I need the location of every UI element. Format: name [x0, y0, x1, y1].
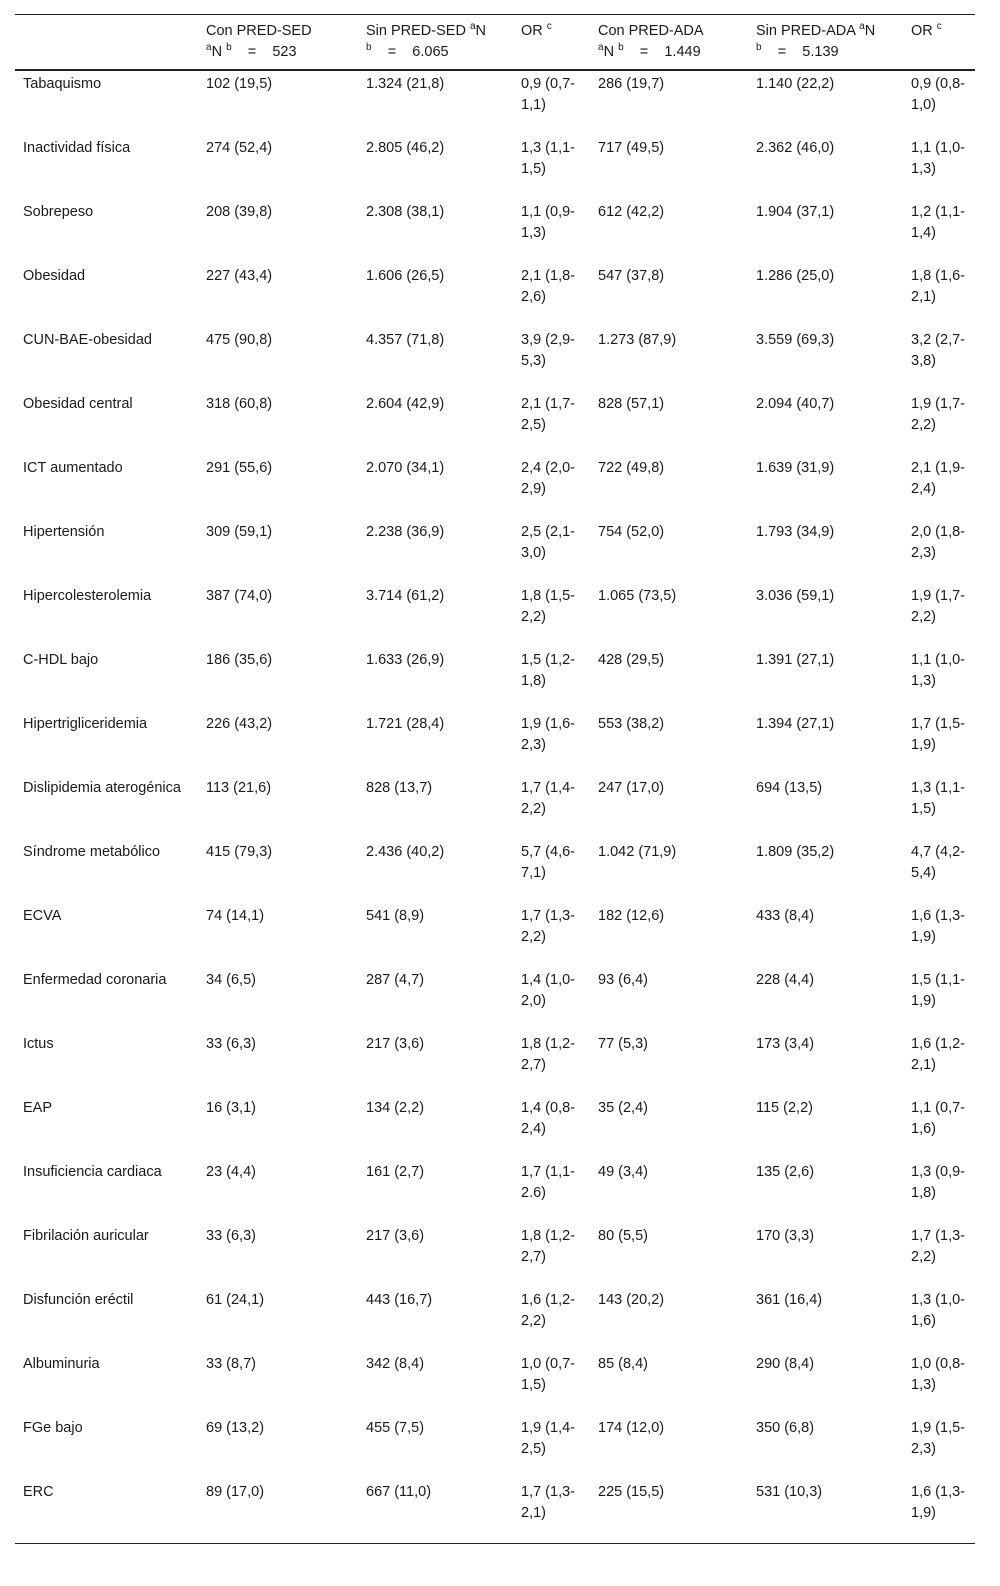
- cell-con-pred-ada: 182 (12,6): [598, 908, 665, 924]
- cell-con-pred-ada: 428 (29,5): [598, 652, 665, 668]
- header-sin-pred-sed: [358, 15, 513, 71]
- cell-sin-pred-sed: 2.604 (42,9): [366, 396, 445, 412]
- cell-con-pred-ada: 80 (5,5): [598, 1228, 648, 1244]
- footnote-a: a: [859, 21, 865, 32]
- table-row: [15, 135, 975, 199]
- n-value: 1.449: [664, 44, 701, 60]
- cell-con-pred-ada: 553 (38,2): [598, 716, 665, 732]
- row-label: ICT aumentado: [23, 460, 123, 476]
- cell-sin-pred-ada: 173 (3,4): [756, 1036, 815, 1052]
- table-row: [15, 903, 975, 967]
- cell-or-sed: 2,1 (1,7-2,5): [521, 396, 575, 433]
- cell-or-ada: 1,5 (1,1-1,9): [911, 972, 965, 1009]
- table-row: [15, 327, 975, 391]
- cell-or-ada: 1,3 (1,1-1,5): [911, 780, 965, 817]
- row-label: Enfermedad coronaria: [23, 972, 167, 988]
- footnote-b: b: [618, 42, 624, 53]
- header-or-ada: [903, 15, 975, 71]
- cell-or-sed: 3,9 (2,9-5,3): [521, 332, 575, 369]
- cell-sin-pred-sed: 1.324 (21,8): [366, 76, 445, 92]
- cell-or-ada: 0,9 (0,8-1,0): [911, 76, 965, 113]
- table-row: [15, 1223, 975, 1287]
- row-label: Síndrome metabólico: [23, 844, 161, 860]
- cell-con-pred-sed: 415 (79,3): [206, 844, 273, 860]
- table-row: [15, 519, 975, 583]
- row-label: ECVA: [23, 908, 62, 924]
- cell-con-pred-ada: 1.065 (73,5): [598, 588, 677, 604]
- cell-or-sed: 2,4 (2,0-2,9): [521, 460, 575, 497]
- cell-or-ada: 3,2 (2,7-3,8): [911, 332, 965, 369]
- header-title: Sin PRED-ADA: [756, 23, 856, 39]
- cell-sin-pred-ada: 1.904 (37,1): [756, 204, 835, 220]
- cell-sin-pred-sed: 2.805 (46,2): [366, 140, 445, 156]
- table-row: [15, 1159, 975, 1223]
- cell-sin-pred-sed: 2.070 (34,1): [366, 460, 445, 476]
- cell-con-pred-sed: 318 (60,8): [206, 396, 273, 412]
- cell-con-pred-sed: 291 (55,6): [206, 460, 273, 476]
- cell-sin-pred-sed: 541 (8,9): [366, 908, 425, 924]
- footnote-b: b: [366, 42, 372, 53]
- cell-con-pred-sed: 475 (90,8): [206, 332, 273, 348]
- cell-or-sed: 1,4 (0,8-2,4): [521, 1100, 575, 1137]
- cell-or-sed: 1,9 (1,4-2,5): [521, 1420, 575, 1457]
- cell-sin-pred-ada: 1.391 (27,1): [756, 652, 835, 668]
- cell-sin-pred-sed: 134 (2,2): [366, 1100, 425, 1116]
- cell-or-ada: 1,3 (1,0-1,6): [911, 1292, 965, 1329]
- row-label: Ictus: [23, 1036, 54, 1052]
- cell-or-ada: 1,3 (0,9-1,8): [911, 1164, 965, 1201]
- table-row: [15, 1287, 975, 1351]
- header-con-pred-sed: [198, 15, 358, 71]
- row-label: ERC: [23, 1484, 54, 1500]
- cell-con-pred-ada: 247 (17,0): [598, 780, 665, 796]
- cell-sin-pred-sed: 217 (3,6): [366, 1228, 425, 1244]
- cell-con-pred-ada: 35 (2,4): [598, 1100, 648, 1116]
- equals: =: [247, 44, 257, 60]
- cell-or-sed: 1,7 (1,3-2,1): [521, 1484, 575, 1521]
- cell-sin-pred-sed: 342 (8,4): [366, 1356, 425, 1372]
- cell-con-pred-ada: 1.042 (71,9): [598, 844, 677, 860]
- cell-or-ada: 1,7 (1,5-1,9): [911, 716, 965, 753]
- cell-or-sed: 2,1 (1,8-2,6): [521, 268, 575, 305]
- header-blank: [15, 15, 198, 71]
- cell-con-pred-ada: 612 (42,2): [598, 204, 665, 220]
- cell-sin-pred-sed: 443 (16,7): [366, 1292, 433, 1308]
- cell-sin-pred-sed: 828 (13,7): [366, 780, 433, 796]
- cell-sin-pred-ada: 2.094 (40,7): [756, 396, 835, 412]
- cell-con-pred-sed: 387 (74,0): [206, 588, 273, 604]
- cell-con-pred-sed: 208 (39,8): [206, 204, 273, 220]
- cell-con-pred-sed: 33 (6,3): [206, 1036, 256, 1052]
- cell-con-pred-sed: 309 (59,1): [206, 524, 273, 540]
- row-label: Dislipidemia aterogénica: [23, 780, 181, 796]
- cell-or-ada: 1,1 (1,0-1,3): [911, 140, 965, 177]
- cell-con-pred-ada: 1.273 (87,9): [598, 332, 677, 348]
- cell-sin-pred-ada: 1.793 (34,9): [756, 524, 835, 540]
- table-container: [15, 14, 975, 1544]
- cell-con-pred-ada: 143 (20,2): [598, 1292, 665, 1308]
- cell-or-sed: 1,4 (1,0-2,0): [521, 972, 575, 1009]
- cell-sin-pred-sed: 455 (7,5): [366, 1420, 425, 1436]
- cell-or-ada: 1,7 (1,3-2,2): [911, 1228, 965, 1265]
- cell-or-ada: 1,2 (1,1-1,4): [911, 204, 965, 241]
- table-row: [15, 839, 975, 903]
- cell-or-sed: 1,5 (1,2-1,8): [521, 652, 575, 689]
- table-row: [15, 1031, 975, 1095]
- cell-con-pred-sed: 34 (6,5): [206, 972, 256, 988]
- header-or-sed: [513, 15, 590, 71]
- cell-sin-pred-ada: 1.394 (27,1): [756, 716, 835, 732]
- n-label: N: [475, 23, 486, 39]
- cell-or-ada: 1,9 (1,5-2,3): [911, 1420, 965, 1457]
- cell-sin-pred-ada: 170 (3,3): [756, 1228, 815, 1244]
- cell-or-sed: 0,9 (0,7-1,1): [521, 76, 575, 113]
- cell-con-pred-sed: 186 (35,6): [206, 652, 273, 668]
- cell-sin-pred-ada: 361 (16,4): [756, 1292, 823, 1308]
- cell-con-pred-ada: 49 (3,4): [598, 1164, 648, 1180]
- header-title: OR: [911, 23, 933, 39]
- n-value: 523: [272, 44, 297, 60]
- cell-con-pred-sed: 89 (17,0): [206, 1484, 265, 1500]
- cell-con-pred-sed: 69 (13,2): [206, 1420, 265, 1436]
- footnote-a: a: [206, 42, 212, 53]
- cell-or-ada: 1,1 (0,7-1,6): [911, 1100, 965, 1137]
- row-label: Hipertensión: [23, 524, 105, 540]
- cell-or-sed: 1,8 (1,5-2,2): [521, 588, 575, 625]
- cell-con-pred-ada: 754 (52,0): [598, 524, 665, 540]
- cell-con-pred-sed: 227 (43,4): [206, 268, 273, 284]
- table-row: [15, 583, 975, 647]
- cell-sin-pred-ada: 3.036 (59,1): [756, 588, 835, 604]
- table-row: [15, 1095, 975, 1159]
- row-label: Inactividad física: [23, 140, 131, 156]
- row-label: EAP: [23, 1100, 53, 1116]
- cell-sin-pred-sed: 1.606 (26,5): [366, 268, 445, 284]
- cell-or-ada: 1,1 (1,0-1,3): [911, 652, 965, 689]
- table-row: [15, 455, 975, 519]
- row-label: Sobrepeso: [23, 204, 94, 220]
- cell-sin-pred-ada: 694 (13,5): [756, 780, 823, 796]
- cell-con-pred-sed: 226 (43,2): [206, 716, 273, 732]
- n-label: N: [211, 44, 223, 60]
- cell-sin-pred-sed: 1.721 (28,4): [366, 716, 445, 732]
- row-label: Fibrilación auricular: [23, 1228, 149, 1244]
- cell-con-pred-sed: 113 (21,6): [206, 780, 272, 796]
- row-label: Tabaquismo: [23, 76, 102, 92]
- cell-con-pred-ada: 722 (49,8): [598, 460, 665, 476]
- cell-sin-pred-ada: 290 (8,4): [756, 1356, 815, 1372]
- cell-sin-pred-ada: 1.140 (22,2): [756, 76, 835, 92]
- cell-sin-pred-sed: 1.633 (26,9): [366, 652, 445, 668]
- cell-or-ada: 1,0 (0,8-1,3): [911, 1356, 965, 1393]
- cell-or-ada: 1,6 (1,3-1,9): [911, 908, 965, 945]
- cell-sin-pred-sed: 2.308 (38,1): [366, 204, 445, 220]
- cell-con-pred-sed: 274 (52,4): [206, 140, 273, 156]
- table-header: [15, 15, 975, 71]
- row-label: Hipertrigliceridemia: [23, 716, 148, 732]
- cell-con-pred-ada: 286 (19,7): [598, 76, 665, 92]
- cell-or-sed: 1,6 (1,2-2,2): [521, 1292, 575, 1329]
- cell-sin-pred-ada: 433 (8,4): [756, 908, 815, 924]
- cell-sin-pred-ada: 1.639 (31,9): [756, 460, 835, 476]
- cell-con-pred-ada: 828 (57,1): [598, 396, 665, 412]
- cell-sin-pred-sed: 2.238 (36,9): [366, 524, 445, 540]
- cell-sin-pred-sed: 3.714 (61,2): [366, 588, 445, 604]
- footnote-c: c: [546, 21, 552, 32]
- cell-or-sed: 1,8 (1,2-2,7): [521, 1228, 575, 1265]
- cell-or-sed: 1,9 (1,6-2,3): [521, 716, 575, 753]
- table-row: [15, 1415, 975, 1479]
- row-label: Hipercolesterolemia: [23, 588, 152, 604]
- cell-con-pred-ada: 717 (49,5): [598, 140, 665, 156]
- cell-sin-pred-ada: 115 (2,2): [756, 1100, 813, 1116]
- cell-con-pred-ada: 225 (15,5): [598, 1484, 665, 1500]
- header-con-pred-ada: [590, 15, 748, 71]
- table-row: [15, 1351, 975, 1415]
- cell-con-pred-sed: 16 (3,1): [206, 1100, 256, 1116]
- footnote-a: a: [598, 42, 604, 53]
- cell-con-pred-ada: 547 (37,8): [598, 268, 665, 284]
- cell-sin-pred-ada: 3.559 (69,3): [756, 332, 835, 348]
- cell-or-sed: 1,8 (1,2-2,7): [521, 1036, 575, 1073]
- cell-or-sed: 1,1 (0,9-1,3): [521, 204, 575, 241]
- cell-con-pred-sed: 23 (4,4): [206, 1164, 256, 1180]
- row-label: Albuminuria: [23, 1356, 100, 1372]
- cell-or-ada: 1,9 (1,7-2,2): [911, 396, 965, 433]
- cell-or-ada: 2,1 (1,9-2,4): [911, 460, 965, 497]
- header-title: Con PRED-ADA: [598, 23, 704, 39]
- cell-con-pred-sed: 74 (14,1): [206, 908, 265, 924]
- cell-or-ada: 1,9 (1,7-2,2): [911, 588, 965, 625]
- cell-sin-pred-sed: 2.436 (40,2): [366, 844, 445, 860]
- table-body: [15, 70, 975, 1544]
- n-value: 6.065: [412, 44, 449, 60]
- cell-or-ada: 1,6 (1,2-2,1): [911, 1036, 965, 1073]
- table-row: [15, 1479, 975, 1544]
- table-row: [15, 711, 975, 775]
- equals: =: [387, 44, 397, 60]
- cell-or-ada: 4,7 (4,2-5,4): [911, 844, 965, 881]
- cell-con-pred-sed: 102 (19,5): [206, 76, 273, 92]
- cell-or-ada: 1,8 (1,6-2,1): [911, 268, 965, 305]
- cell-sin-pred-ada: 2.362 (46,0): [756, 140, 835, 156]
- header-sin-pred-ada: [748, 15, 903, 71]
- cell-con-pred-ada: 85 (8,4): [598, 1356, 648, 1372]
- cell-sin-pred-sed: 667 (11,0): [366, 1484, 432, 1500]
- comorbidity-table: [15, 14, 975, 1544]
- n-label: N: [603, 44, 615, 60]
- cell-or-sed: 1,7 (1,3-2,2): [521, 908, 575, 945]
- cell-con-pred-sed: 61 (24,1): [206, 1292, 265, 1308]
- cell-or-sed: 2,5 (2,1-3,0): [521, 524, 575, 561]
- table-row: [15, 967, 975, 1031]
- table-row: [15, 775, 975, 839]
- cell-sin-pred-sed: 4.357 (71,8): [366, 332, 445, 348]
- cell-or-sed: 5,7 (4,6-7,1): [521, 844, 575, 881]
- cell-sin-pred-ada: 228 (4,4): [756, 972, 815, 988]
- n-label: N: [864, 23, 876, 39]
- footnote-a: a: [469, 21, 476, 32]
- cell-con-pred-ada: 93 (6,4): [598, 972, 648, 988]
- cell-sin-pred-ada: 1.286 (25,0): [756, 268, 835, 284]
- header-title: Con PRED-SED: [206, 23, 312, 39]
- table-row: [15, 263, 975, 327]
- cell-sin-pred-sed: 287 (4,7): [366, 972, 425, 988]
- n-value: 5.139: [802, 44, 839, 60]
- equals: =: [639, 44, 649, 60]
- cell-or-sed: 1,7 (1,4-2,2): [521, 780, 575, 817]
- cell-sin-pred-ada: 1.809 (35,2): [756, 844, 835, 860]
- row-label: Obesidad central: [23, 396, 133, 412]
- table-row: [15, 199, 975, 263]
- footnote-b: b: [226, 42, 232, 53]
- header-title: Sin PRED-SED: [366, 23, 466, 39]
- table-row: [15, 647, 975, 711]
- cell-or-ada: 1,6 (1,3-1,9): [911, 1484, 965, 1521]
- cell-con-pred-sed: 33 (8,7): [206, 1356, 256, 1372]
- row-label: Disfunción eréctil: [23, 1292, 134, 1308]
- cell-sin-pred-ada: 135 (2,6): [756, 1164, 815, 1180]
- footnote-b: b: [756, 42, 762, 53]
- cell-or-ada: 2,0 (1,8-2,3): [911, 524, 965, 561]
- cell-sin-pred-ada: 350 (6,8): [756, 1420, 815, 1436]
- cell-con-pred-sed: 33 (6,3): [206, 1228, 256, 1244]
- cell-sin-pred-ada: 531 (10,3): [756, 1484, 823, 1500]
- table-row: [15, 70, 975, 135]
- cell-or-sed: 1,0 (0,7-1,5): [521, 1356, 575, 1393]
- row-label: FGe bajo: [23, 1420, 83, 1436]
- equals: =: [777, 44, 787, 60]
- cell-sin-pred-sed: 161 (2,7): [366, 1164, 425, 1180]
- footnote-c: c: [936, 21, 942, 32]
- row-label: CUN-BAE-obesidad: [23, 332, 152, 348]
- cell-con-pred-ada: 174 (12,0): [598, 1420, 665, 1436]
- row-label: Insuficiencia cardiaca: [23, 1164, 162, 1180]
- cell-con-pred-ada: 77 (5,3): [598, 1036, 648, 1052]
- cell-sin-pred-sed: 217 (3,6): [366, 1036, 425, 1052]
- table-row: [15, 391, 975, 455]
- row-label: C-HDL bajo: [23, 652, 99, 668]
- cell-or-sed: 1,7 (1,1-2.6): [521, 1164, 575, 1201]
- row-label: Obesidad: [23, 268, 86, 284]
- cell-or-sed: 1,3 (1,1-1,5): [521, 140, 575, 177]
- header-title: OR: [521, 23, 543, 39]
